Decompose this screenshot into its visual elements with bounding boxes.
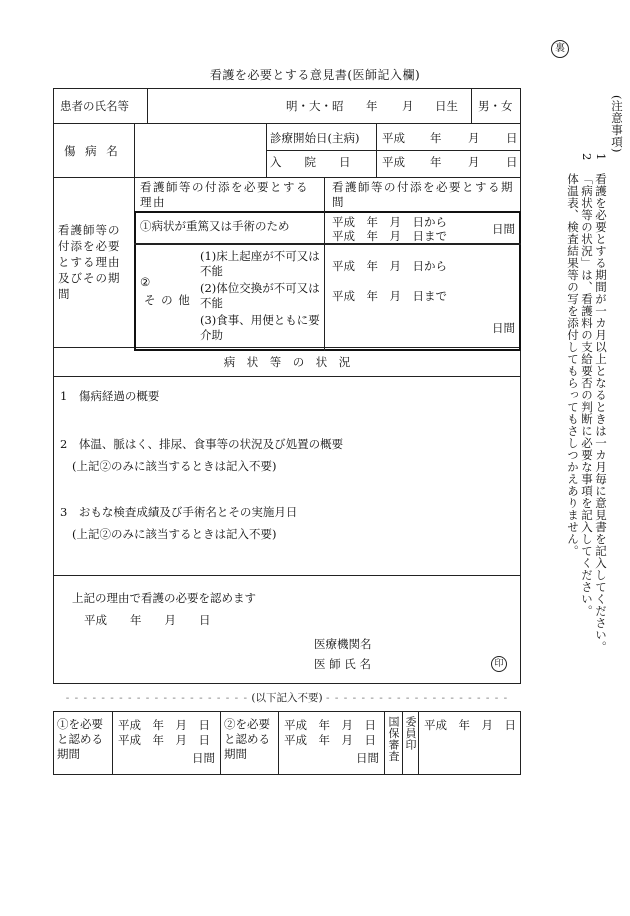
period-1-days: 日間 <box>192 751 215 765</box>
period-2-to: 平成 年 月 日 <box>284 733 376 747</box>
notes-header: (注意事項) <box>610 95 624 153</box>
period-1-to: 平成 年 月 日 <box>118 733 210 747</box>
certification-date: 平成 年 月 日 <box>84 613 211 627</box>
admission-label: 入 院 日 <box>270 155 351 169</box>
sex-field: 男・女 <box>478 99 513 113</box>
item1-days: 日間 <box>492 222 515 236</box>
status-item-1: 1 傷病経過の概要 <box>60 389 160 403</box>
birth-era: 明・大・昭 <box>286 99 344 113</box>
admit-era: 平成 <box>382 155 405 169</box>
birth-year-label: 年 <box>366 99 378 113</box>
start-month: 月 <box>468 131 480 145</box>
item1-from: 平成 年 月 日から <box>332 215 447 229</box>
doctor-name-label: 医 師 氏 名 <box>314 657 371 671</box>
patient-name-label: 患者の氏名等 <box>60 99 129 113</box>
reason-side-label: 看護師等の付添を必要とする理由及びその期間 <box>58 223 121 301</box>
period-1-from: 平成 年 月 日 <box>118 718 210 732</box>
note-2-text-b: 体温表、検査結果等の写を添付してもらってもさしつかえありません。 <box>566 173 580 557</box>
reason-column-header: 看護師等の付添を必要とする理由 <box>140 180 309 209</box>
admit-year: 年 <box>430 155 442 169</box>
status-item-2-note: (上記②のみに該当するときは記入不要) <box>72 459 277 473</box>
status-header: 病 状 等 の 状 況 <box>223 355 351 369</box>
status-item-2: 2 体温、脈はく、排尿、食事等の状況及び処置の概要 <box>60 437 344 451</box>
item2-from: 平成 年 月 日から <box>332 259 447 273</box>
note-1-number: 1 <box>594 153 608 161</box>
certification-text: 上記の理由で看護の必要を認めます <box>72 591 256 605</box>
note-1-text: 看護を必要とする期間が一カ月以上となるときは一カ月毎に意見書を記入してください。 <box>594 173 608 653</box>
reason-item-1: ①病状が重篤又は手術のため <box>140 219 290 233</box>
opinion-form <box>53 88 521 684</box>
note-2-number: 2 <box>580 153 594 161</box>
item2-to: 平成 年 月 日まで <box>332 289 447 303</box>
notes-column <box>536 95 626 655</box>
reason-2-sub-1: (1)床上起座が不可又は不能 <box>200 249 320 278</box>
reason-2-sub-2: (2)体位交換が不可又は不能 <box>200 281 320 310</box>
period-2-from: 平成 年 月 日 <box>284 718 376 732</box>
period-column-header: 看護師等の付添を必要とする期間 <box>332 180 514 209</box>
period-2-days: 日間 <box>356 751 379 765</box>
office-use-table <box>53 711 521 775</box>
treatment-start-label: 診療開始日(主病) <box>270 131 360 145</box>
separator-line <box>53 690 521 705</box>
status-item-3: 3 おもな検査成績及び手術名とその実施月日 <box>60 505 298 519</box>
dash-right: - - - - - - - - - - - - - - - - - - - - - <box>325 692 509 704</box>
status-item-3-note: (上記②のみに該当するときは記入不要) <box>72 527 277 541</box>
reason-item-2-other: そ の 他 <box>144 293 191 307</box>
reason-2-sub-3: (3)食事、用便ともに要介助 <box>200 313 320 342</box>
reverse-side-mark: 裏 <box>551 40 569 58</box>
dash-left: - - - - - - - - - - - - - - - - - - - - - <box>65 692 249 704</box>
not-required-label: (以下記入不要) <box>251 692 323 704</box>
note-2-text-a: 「病状等の状況」は、看護料の支給要否の判断に必要な事項を記入してください。 <box>580 173 594 617</box>
start-year: 年 <box>430 131 442 145</box>
admit-day: 日 <box>506 155 518 169</box>
start-day: 日 <box>506 131 518 145</box>
admit-month: 月 <box>468 155 480 169</box>
start-era: 平成 <box>382 131 405 145</box>
period-1-label: ①を必要と認める期間 <box>57 717 103 761</box>
kokuho-review-label: 国保審査 <box>387 716 400 762</box>
item2-days: 日間 <box>492 321 515 335</box>
reason-item-2-mark: ② <box>140 275 151 289</box>
facility-label: 医療機関名 <box>314 637 372 651</box>
disease-name-label: 傷 病 名 <box>64 144 121 158</box>
period-2-label: ②を必要と認める期間 <box>224 717 270 761</box>
birth-day-label: 日生 <box>435 99 458 113</box>
item1-to: 平成 年 月 日まで <box>332 229 447 243</box>
form-title: 看護を必要とする意見書(医師記入欄) <box>209 68 421 82</box>
review-date: 平成 年 月 日 <box>424 718 516 732</box>
committee-seal-label: 委員印 <box>404 716 417 751</box>
birth-month-label: 月 <box>402 99 414 113</box>
seal-mark: 印 <box>491 656 507 672</box>
